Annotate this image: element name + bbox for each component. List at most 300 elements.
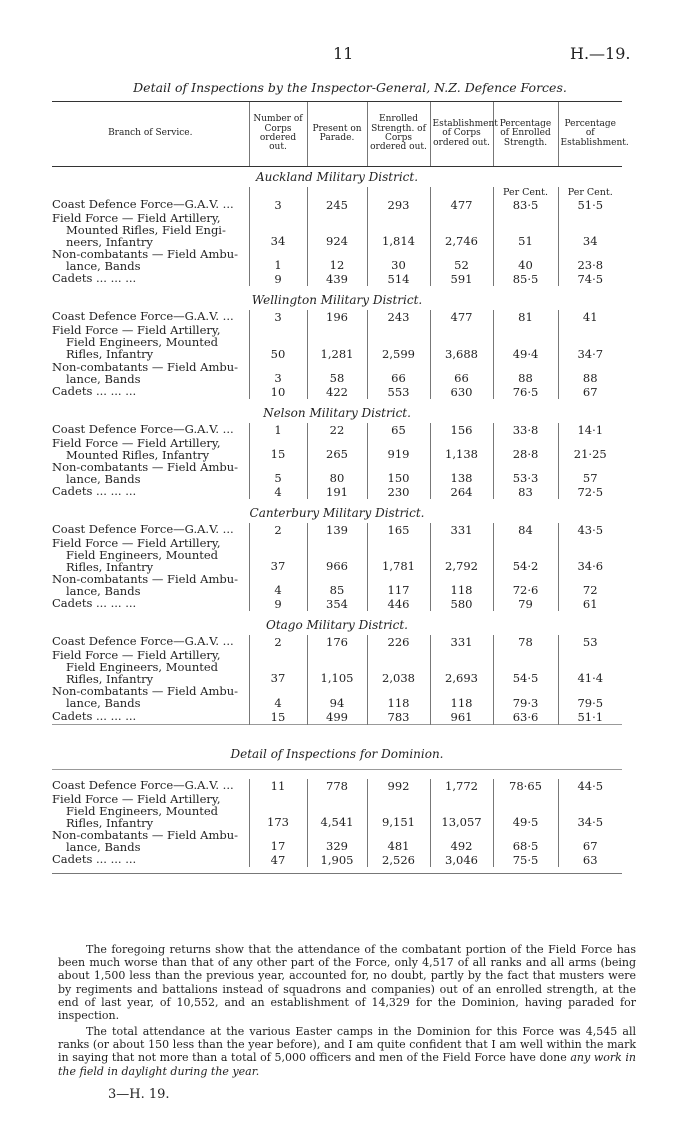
branch-line: Field Force — Field Artillery, xyxy=(52,435,221,450)
cell-value: 2,526 xyxy=(382,853,415,868)
pct-establishment-cell xyxy=(558,361,622,385)
cell-value: 331 xyxy=(450,522,473,537)
parade-cell xyxy=(307,793,367,829)
cell-value: 3 xyxy=(274,198,282,212)
parade-cell xyxy=(307,361,367,385)
enrolled-cell xyxy=(367,198,430,212)
pct-enrolled-cell xyxy=(493,437,558,461)
corps-cell xyxy=(249,437,307,461)
pct-establishment-cell xyxy=(558,485,622,499)
table-row xyxy=(52,779,622,793)
branch-cell xyxy=(52,272,249,286)
cell-value: 3 xyxy=(274,370,282,385)
cell-value: 34 xyxy=(582,234,598,249)
enrolled-cell xyxy=(367,310,430,324)
cell-value: 51 xyxy=(518,234,533,249)
parade-cell xyxy=(307,310,367,324)
corps-cell xyxy=(249,853,307,867)
corps-cell xyxy=(249,272,307,286)
branch-line: Field Force — Field Artillery, xyxy=(52,211,221,225)
pct-establishment-cell xyxy=(558,385,622,399)
enrolled-cell xyxy=(367,649,430,685)
district-label: Nelson Military District. xyxy=(263,405,411,420)
branch-line: Non-combatants — Field Ambu- xyxy=(52,572,239,587)
establishment-cell xyxy=(430,437,493,461)
table-title: Detail of Inspections by the Inspector-General, N.Z. Defence Forces. xyxy=(133,80,567,95)
enrolled-cell xyxy=(367,324,430,360)
corps-cell xyxy=(249,649,307,685)
cell-value: 118 xyxy=(450,695,473,710)
pct-enrolled-cell xyxy=(493,461,558,485)
cell-value: 1,772 xyxy=(445,779,478,793)
branch-line: Coast Defence Force—G.A.V. ... xyxy=(52,421,234,436)
branch-cell xyxy=(52,361,249,385)
parade-cell xyxy=(307,423,367,437)
table-row xyxy=(52,829,622,853)
cell-value: 2,746 xyxy=(445,234,478,249)
branch-cell xyxy=(52,710,249,725)
cell-value: 5 xyxy=(274,470,282,485)
cell-value: 14·1 xyxy=(577,422,604,437)
cell-value: 553 xyxy=(387,384,410,399)
branch-line: lance, Bands xyxy=(66,696,141,711)
pct-establishment-cell xyxy=(558,248,622,272)
branch-line: Non-combatants — Field Ambu- xyxy=(52,684,239,699)
branch-line: Field Engineers, Mounted xyxy=(66,804,219,819)
branch-line: Rifles, Infantry xyxy=(66,672,154,687)
parade-cell xyxy=(307,779,367,793)
cell-value: 138 xyxy=(450,470,473,485)
branch-line: Cadets ... ... ... xyxy=(52,596,137,611)
pct-establishment-cell xyxy=(558,829,622,853)
cell-value: 446 xyxy=(387,597,410,612)
establishment-cell xyxy=(430,461,493,485)
table-row xyxy=(52,423,622,437)
enrolled-cell xyxy=(367,685,430,709)
cell-value: 2,599 xyxy=(382,346,415,361)
cell-value: 79·3 xyxy=(512,695,539,710)
cell-value: 74·5 xyxy=(577,272,604,287)
establishment-cell xyxy=(430,635,493,649)
enrolled-cell xyxy=(367,537,430,573)
col-branch: Branch of Service. xyxy=(52,102,249,167)
establishment-cell xyxy=(430,198,493,212)
cell-value: 1 xyxy=(274,258,282,273)
branch-cell xyxy=(52,324,249,360)
cell-value: 354 xyxy=(326,597,348,612)
branch-line: Field Engineers, Mounted xyxy=(66,547,219,562)
cell-value: 139 xyxy=(326,522,348,537)
cell-value: 118 xyxy=(387,695,410,710)
cell-value: 41 xyxy=(582,310,598,325)
parade-cell xyxy=(307,523,367,537)
pct-enrolled-cell xyxy=(493,423,558,437)
pct-establishment-cell xyxy=(558,573,622,597)
pct-establishment-cell xyxy=(558,710,622,725)
branch-cell xyxy=(52,685,249,709)
district-label: Auckland Military District. xyxy=(255,170,419,184)
establishment-cell xyxy=(430,310,493,324)
table-row xyxy=(52,461,622,485)
parade-cell xyxy=(307,649,367,685)
enrolled-cell xyxy=(367,523,430,537)
cell-value: 9,151 xyxy=(382,815,415,830)
cell-value: 78 xyxy=(518,635,533,650)
table-row xyxy=(52,710,622,725)
cell-value: 11 xyxy=(270,779,286,793)
parade-cell xyxy=(307,272,367,286)
corps-cell xyxy=(249,423,307,437)
cell-value: 243 xyxy=(387,310,410,325)
pct-enrolled-cell xyxy=(493,324,558,360)
corps-cell xyxy=(249,829,307,853)
establishment-cell xyxy=(430,829,493,853)
cell-value: 28·8 xyxy=(512,446,539,461)
table-row xyxy=(52,437,622,461)
cell-value: 2,038 xyxy=(382,671,415,686)
table-row xyxy=(52,198,622,212)
parade-cell xyxy=(307,635,367,649)
establishment-cell xyxy=(430,361,493,385)
corps-cell xyxy=(249,310,307,324)
establishment-cell xyxy=(430,793,493,829)
cell-value: 78·65 xyxy=(509,779,542,793)
branch-line: Field Force — Field Artillery, xyxy=(52,535,221,550)
parade-cell xyxy=(307,597,367,611)
corps-cell xyxy=(249,710,307,725)
cell-value: 477 xyxy=(450,198,473,212)
cell-value: 331 xyxy=(450,635,473,650)
enrolled-cell xyxy=(367,853,430,867)
page-number: 11 xyxy=(333,44,354,63)
establishment-cell xyxy=(430,212,493,248)
cell-value: 85 xyxy=(329,583,345,598)
branch-line: Cadets ... ... ... xyxy=(52,708,137,723)
cell-value: 230 xyxy=(387,484,410,499)
cell-value: 63 xyxy=(582,853,598,868)
cell-value: 79·5 xyxy=(577,695,604,710)
table-row xyxy=(52,485,622,499)
cell-value: 245 xyxy=(326,198,348,212)
cell-value: 33·8 xyxy=(512,422,539,437)
cell-value: 15 xyxy=(270,709,286,724)
table-row xyxy=(52,649,622,685)
establishment-cell xyxy=(430,853,493,867)
branch-line: Rifles, Infantry xyxy=(66,347,154,362)
footer-reference: 3—H. 19. xyxy=(108,1087,170,1102)
parade-cell xyxy=(307,248,367,272)
establishment-cell xyxy=(430,385,493,399)
parade-cell xyxy=(307,212,367,248)
pct-enrolled-cell xyxy=(493,537,558,573)
establishment-cell xyxy=(430,523,493,537)
pct-establishment-cell xyxy=(558,272,622,286)
branch-line: Cadets ... ... ... xyxy=(52,383,137,398)
cell-value: 76·5 xyxy=(512,384,539,399)
district-label: Canterbury Military District. xyxy=(249,505,425,520)
branch-cell xyxy=(52,212,249,248)
cell-value: 37 xyxy=(270,559,286,574)
corps-cell xyxy=(249,779,307,793)
branch-cell xyxy=(52,853,249,867)
cell-value: 499 xyxy=(326,709,348,724)
cell-value: 30 xyxy=(391,258,406,273)
cell-value: 88 xyxy=(582,370,598,385)
branch-line: Coast Defence Force—G.A.V. ... xyxy=(52,521,234,536)
cell-value: 75·5 xyxy=(512,853,539,868)
table-row xyxy=(52,361,622,385)
branch-cell xyxy=(52,461,249,485)
cell-value: 83·5 xyxy=(512,198,539,212)
pct-establishment-cell xyxy=(558,310,622,324)
pct-establishment-cell xyxy=(558,523,622,537)
district-label: Wellington Military District. xyxy=(251,293,423,308)
cell-value: 72·6 xyxy=(512,583,539,598)
cell-value: 83 xyxy=(518,484,533,499)
branch-line: neers, Infantry xyxy=(66,235,153,250)
cell-value: 492 xyxy=(450,839,473,854)
table-row xyxy=(52,324,622,360)
cell-value: 47 xyxy=(270,853,286,868)
col-enrolled: Enrolled Strength. of Corps ordered out. xyxy=(367,102,430,167)
cell-value: 4 xyxy=(274,583,282,598)
pct-enrolled-cell xyxy=(493,793,558,829)
cell-value: 3,688 xyxy=(445,346,478,361)
pct-establishment-cell xyxy=(558,437,622,461)
table-row xyxy=(52,573,622,597)
enrolled-cell xyxy=(367,635,430,649)
pct-enrolled-cell xyxy=(493,829,558,853)
cell-value: 514 xyxy=(387,272,410,287)
cell-value: 176 xyxy=(326,635,348,650)
cell-value: 21·25 xyxy=(573,446,607,461)
establishment-cell xyxy=(430,779,493,793)
table-row xyxy=(52,853,622,867)
document-reference: H.—19. xyxy=(570,44,631,63)
corps-cell xyxy=(249,635,307,649)
cell-value: 52 xyxy=(454,258,469,273)
pct-enrolled-cell xyxy=(493,310,558,324)
col-pct-enrolled: Percentage of Enrolled Strength. xyxy=(493,102,558,167)
pct-establishment-cell xyxy=(558,324,622,360)
corps-cell xyxy=(249,523,307,537)
table-row xyxy=(52,793,622,829)
corps-cell xyxy=(249,537,307,573)
enrolled-cell xyxy=(367,597,430,611)
pct-enrolled-cell xyxy=(493,685,558,709)
cell-value: 49·5 xyxy=(512,815,539,830)
cell-value: 3,046 xyxy=(445,853,478,868)
cell-value: 264 xyxy=(450,484,473,499)
parade-cell xyxy=(307,829,367,853)
branch-cell xyxy=(52,437,249,461)
cell-value: 778 xyxy=(326,779,348,793)
cell-value: 40 xyxy=(518,258,533,273)
cell-value: 1,105 xyxy=(320,671,354,686)
pct-establishment-cell xyxy=(558,853,622,867)
cell-value: 118 xyxy=(450,583,473,598)
pct-enrolled-cell xyxy=(493,272,558,286)
branch-line: Cadets ... ... ... xyxy=(52,271,137,286)
enrolled-cell xyxy=(367,385,430,399)
pct-enrolled-cell xyxy=(493,710,558,725)
branch-line: lance, Bands xyxy=(66,584,141,599)
cell-value: 54·5 xyxy=(512,671,539,686)
cell-value: 53 xyxy=(582,635,598,650)
parade-cell xyxy=(307,437,367,461)
cell-value: 265 xyxy=(326,446,348,461)
parade-cell xyxy=(307,537,367,573)
branch-line: Field Engineers, Mounted xyxy=(66,660,219,675)
cell-value: 329 xyxy=(326,839,348,854)
establishment-cell xyxy=(430,597,493,611)
cell-value: 37 xyxy=(270,671,286,686)
cell-value: 63·6 xyxy=(512,709,539,724)
cell-value: 41·4 xyxy=(577,671,604,686)
cell-value: 34·6 xyxy=(577,559,604,574)
branch-line: Coast Defence Force—G.A.V. ... xyxy=(52,778,234,792)
district-label: Otago Military District. xyxy=(265,618,408,633)
cell-value: 34·5 xyxy=(577,815,604,830)
cell-value: 81 xyxy=(518,310,533,325)
col-establishment: Establishment of Corps ordered out. xyxy=(430,102,493,167)
branch-line: Field Force — Field Artillery, xyxy=(52,792,221,806)
cell-value: 85·5 xyxy=(512,272,539,287)
enrolled-cell xyxy=(367,710,430,725)
cell-value: 919 xyxy=(387,446,410,461)
pct-establishment-cell xyxy=(558,597,622,611)
branch-cell xyxy=(52,423,249,437)
cell-value: 196 xyxy=(326,310,348,325)
corps-cell xyxy=(249,793,307,829)
table-row xyxy=(52,635,622,649)
establishment-cell xyxy=(430,710,493,725)
establishment-cell xyxy=(430,485,493,499)
branch-cell xyxy=(52,485,249,499)
enrolled-cell xyxy=(367,793,430,829)
col-parade: Present on Parade. xyxy=(307,102,367,167)
cell-value: 79 xyxy=(518,597,533,612)
pct-enrolled-cell xyxy=(493,198,558,212)
corps-cell xyxy=(249,385,307,399)
cell-value: 23·8 xyxy=(577,258,604,273)
corps-cell xyxy=(249,597,307,611)
cell-value: 88 xyxy=(518,370,533,385)
pct-enrolled-cell xyxy=(493,248,558,272)
pct-enrolled-cell xyxy=(493,779,558,793)
table-row xyxy=(52,537,622,573)
parade-cell xyxy=(307,485,367,499)
cell-value: 94 xyxy=(329,695,345,710)
corps-cell xyxy=(249,212,307,248)
cell-value: 66 xyxy=(454,370,469,385)
branch-line: Rifles, Infantry xyxy=(66,560,154,574)
cell-value: 10 xyxy=(270,384,286,399)
corps-cell xyxy=(249,361,307,385)
cell-value: 61 xyxy=(582,597,598,612)
branch-line: lance, Bands xyxy=(66,259,141,274)
branch-line: Field Engineers, Mounted xyxy=(66,335,219,350)
cell-value: 57 xyxy=(582,470,598,485)
cell-value: 72 xyxy=(582,583,598,598)
cell-value: 4 xyxy=(274,695,282,710)
cell-value: 68·5 xyxy=(512,839,539,854)
cell-value: 2,693 xyxy=(445,671,478,686)
branch-line: Coast Defence Force—G.A.V. ... xyxy=(52,197,234,211)
branch-cell xyxy=(52,523,249,537)
branch-cell xyxy=(52,537,249,573)
cell-value: 2 xyxy=(274,522,282,537)
cell-value: 80 xyxy=(329,470,345,485)
enrolled-cell xyxy=(367,212,430,248)
cell-value: 924 xyxy=(326,234,348,249)
cell-value: 1,781 xyxy=(382,559,415,574)
cell-value: 67 xyxy=(582,839,598,854)
pct-enrolled-cell xyxy=(493,212,558,248)
table-row xyxy=(52,272,622,286)
inspections-table xyxy=(52,101,629,874)
pct-enrolled-cell xyxy=(493,485,558,499)
cell-value: 65 xyxy=(391,422,406,437)
branch-line: Coast Defence Force—G.A.V. ... xyxy=(52,309,234,324)
establishment-cell xyxy=(430,649,493,685)
establishment-cell xyxy=(430,537,493,573)
branch-line: Field Force — Field Artillery, xyxy=(52,648,221,663)
cell-value: 72·5 xyxy=(577,484,604,499)
pct-enrolled-cell xyxy=(493,385,558,399)
cell-value: 34 xyxy=(270,234,286,249)
cell-value: 44·5 xyxy=(577,779,604,793)
pct-establishment-cell xyxy=(558,461,622,485)
establishment-cell xyxy=(430,272,493,286)
branch-line: Rifles, Infantry xyxy=(66,816,154,831)
parade-cell xyxy=(307,685,367,709)
cell-value: 84 xyxy=(518,522,533,537)
branch-line: Coast Defence Force—G.A.V. ... xyxy=(52,634,234,649)
cell-value: 1,814 xyxy=(382,234,415,249)
paragraph-1: The foregoing returns show that the attendance of the combatant portion of the Field Force has been much worse than that of any other part of the Force, only 4,517 of all ranks and all arms (being about 1,500 less than the previous year, accounted for, no doubt, partly by the fact that musters were by regiments and battalions instead of squadrons and companies) out of an enrolled strength, at the end of last year, of 10,552, and an establishment of 14,329 for the Dominion, having paraded for inspection. xyxy=(58,943,636,1022)
branch-cell xyxy=(52,573,249,597)
pct-establishment-cell xyxy=(558,779,622,793)
cell-value: 961 xyxy=(450,709,473,724)
cell-value: 1 xyxy=(274,422,282,437)
enrolled-cell xyxy=(367,829,430,853)
table-row xyxy=(52,523,622,537)
cell-value: 66 xyxy=(391,370,406,385)
establishment-cell xyxy=(430,685,493,709)
establishment-cell xyxy=(430,324,493,360)
corps-cell xyxy=(249,324,307,360)
enrolled-cell xyxy=(367,248,430,272)
per-cent-label: Per Cent. xyxy=(558,187,622,198)
branch-line: lance, Bands xyxy=(66,840,141,855)
cell-value: 2,792 xyxy=(445,559,478,574)
parade-cell xyxy=(307,853,367,867)
cell-value: 1,905 xyxy=(320,853,354,868)
table-row xyxy=(52,685,622,709)
branch-line: Mounted Rifles, Infantry xyxy=(66,447,210,462)
branch-cell xyxy=(52,793,249,829)
branch-line: Non-combatants — Field Ambu- xyxy=(52,359,239,374)
cell-value: 51·1 xyxy=(577,709,604,724)
cell-value: 49·4 xyxy=(512,346,539,361)
parade-cell xyxy=(307,198,367,212)
branch-line: Mounted Rifles, Field Engi- xyxy=(66,223,226,238)
cell-value: 293 xyxy=(387,198,410,212)
branch-cell xyxy=(52,779,249,793)
cell-value: 51·5 xyxy=(577,198,604,212)
establishment-cell xyxy=(430,248,493,272)
